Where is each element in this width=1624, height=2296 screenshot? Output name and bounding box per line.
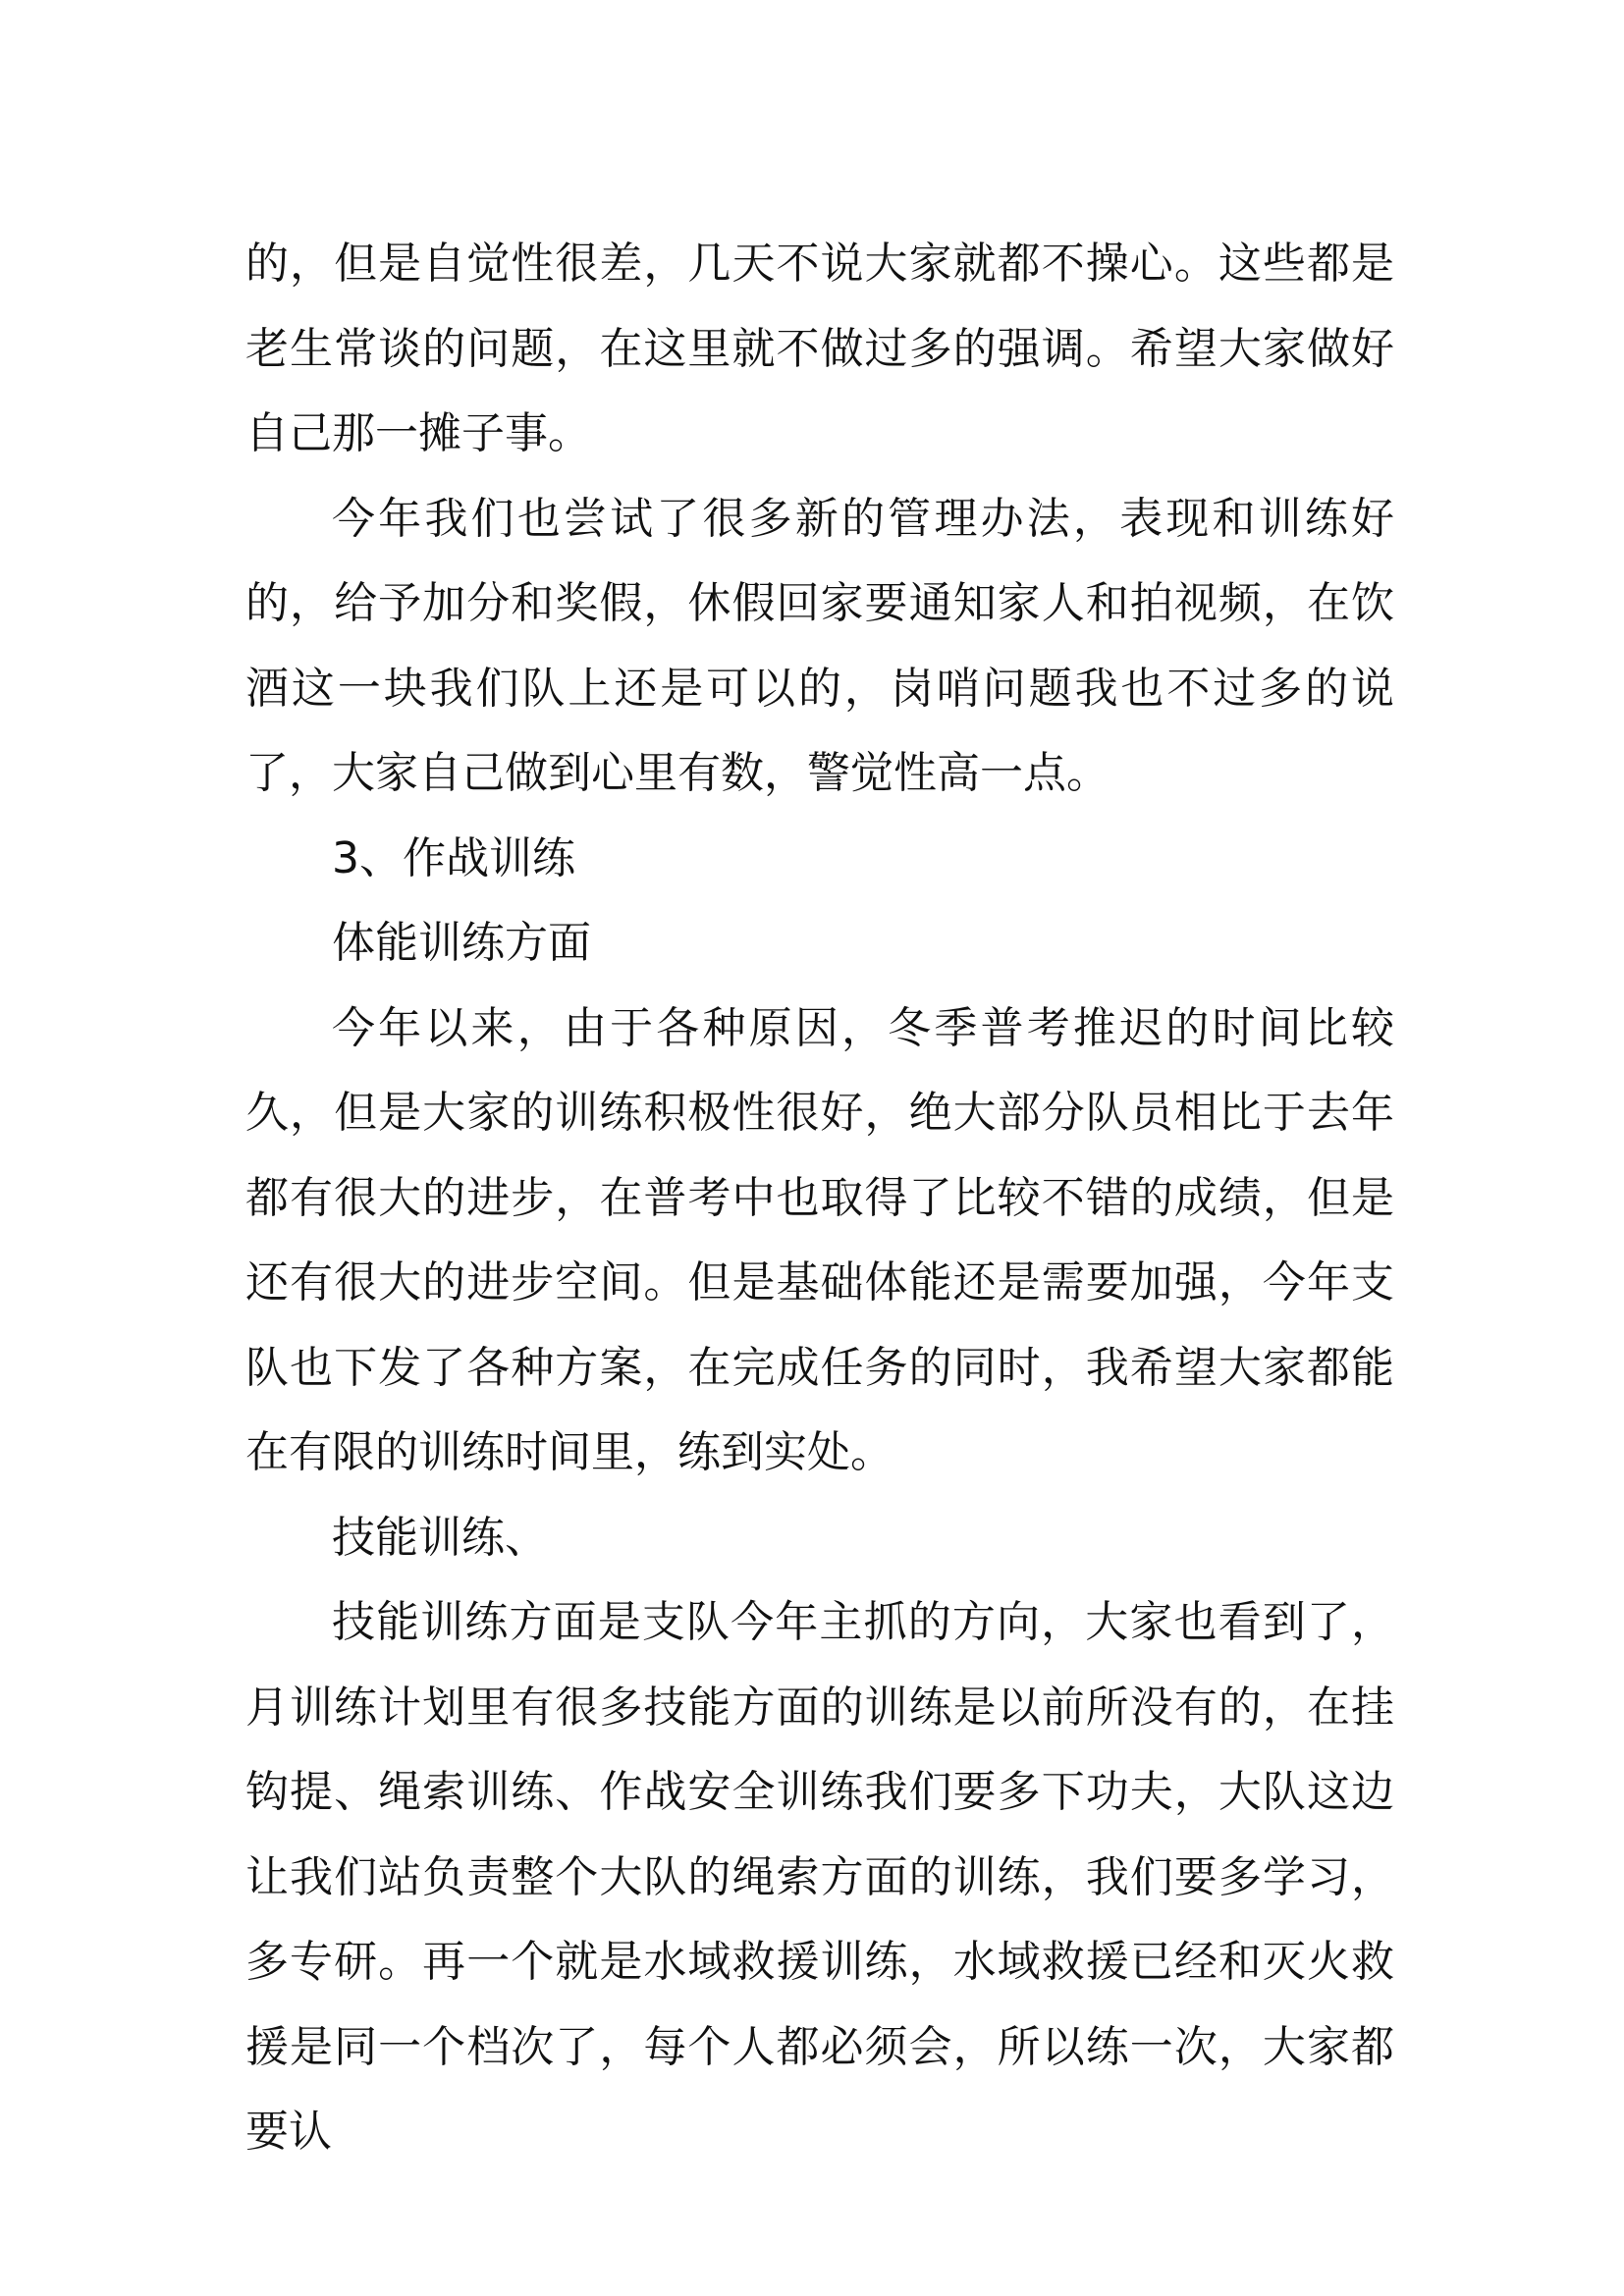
section-heading-combat-training: 3、作战训练 [332,832,575,883]
paragraph-continuation: 的，但是自觉性很差，几天不说大家就都不操心。这些都是老生常谈的问题，在这里就不做过多的强调。希望大家做好自己那一摊子事。 [245,239,1394,458]
subheading-skill-training: 技能训练、 [332,1512,548,1563]
paragraph-management: 今年我们也尝试了很多新的管理办法，表现和训练好的，给予加分和奖假，休假回家要通知家人和拍视频，在饮酒这一块我们队上还是可以的，岗哨问题我也不过多的说了，大家自己做到心里有数，警觉性高一点。 [245,493,1394,798]
paragraph-physical-training: 今年以来，由于各种原因，冬季普考推迟的时间比较久，但是大家的训练积极性很好，绝大部分队员相比于去年都有很大的进步，在普考中也取得了比较不错的成绩，但是还有很大的进步空间。但是基础体能还是需要加强，今年支队也下发了各种方案，在完成任务的同时，我希望大家都能在有限的训练时间里，练到实处。 [245,1002,1394,1477]
paragraph-skill-training: 技能训练方面是支队今年主抓的方向，大家也看到了，月训练计划里有很多技能方面的训练是以前所没有的，在挂钩提、绳索训练、作战安全训练我们要多下功夫，大队这边让我们站负责整个大队的绳索方面的训练，我们要多学习，多专研。再一个就是水域救援训练，水域救援已经和灭火救援是同一个档次了，每个人都必须会，所以练一次，大家都要认 [245,1597,1394,2157]
subheading-physical-training: 体能训练方面 [332,918,591,968]
body-text [245,222,1394,2175]
